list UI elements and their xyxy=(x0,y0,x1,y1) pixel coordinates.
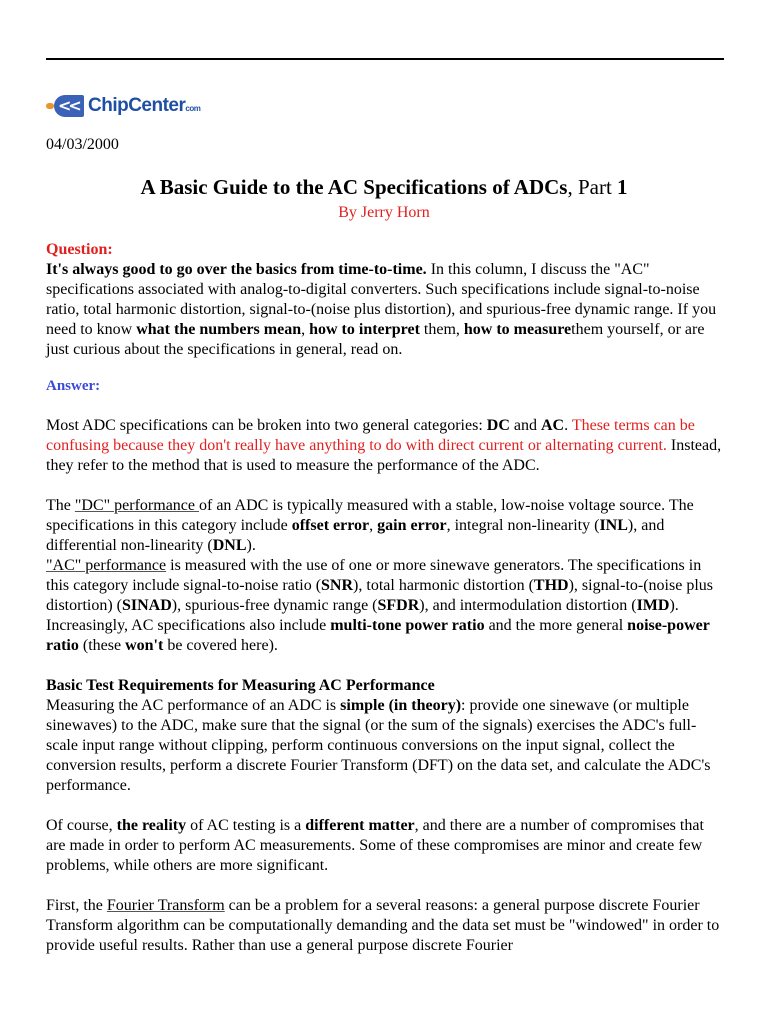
section-heading: Basic Test Requirements for Measuring AC Performance xyxy=(46,677,435,694)
question-label: Question: xyxy=(46,241,113,258)
paragraph-fourier: First, the Fourier Transform can be a problem for a several reasons: a general purpose discrete Fourier Transform algorithm can be computationally demanding and the data set must be "windowed" in order to provide useful results. Rather than use a general purpose discrete Fourier xyxy=(46,897,720,954)
title-block xyxy=(0,175,768,224)
chipcenter-logo[interactable] xyxy=(46,92,200,122)
fourier-transform-link[interactable]: Fourier Transform xyxy=(106,897,225,914)
article-title: A Basic Guide to the AC Specifications of ADCs, Part 1 xyxy=(140,175,628,199)
article-author: By Jerry Horn xyxy=(338,204,430,221)
article-date: 04/03/2000 xyxy=(46,136,119,153)
ac-performance-link[interactable]: "AC" performance xyxy=(46,557,167,574)
paragraph-multitone: Increasingly, AC specifications also include multi-tone power ratio and the more general noise-power ratio (these won't be covered here). xyxy=(46,617,710,654)
top-horizontal-rule xyxy=(46,58,724,60)
logo-text: ChipCentercom xyxy=(88,94,201,116)
paragraph-dc-performance: The "DC" performance of an ADC is typically measured with a stable, low-noise voltage source. The specifications in this category include offset error, gain error, integral non-linearity (INL), and differential non-linearity (DNL). xyxy=(46,497,694,554)
question-paragraph: It's always good to go over the basics from time-to-time. In this column, I discuss the "AC" specifications associated with analog-to-digital converters. Such specifications include signal-to-noise ratio, total harmonic distortion, signal-to-(noise plus distortion), and spurious-free dynamic range. If you need to know what the numbers mean, how to interpret them, how to measurethem yourself, or are just curious about the specifications in general, read on. xyxy=(46,261,717,358)
paragraph-ac-performance: "AC" performance is measured with the use of one or more sinewave generators. The specifications in this category include signal-to-noise ratio (SNR), total harmonic distortion (THD), signal-to-(noise plus distortion) (SINAD), spurious-free dynamic range (SFDR), and intermodulation distortion (IMD). xyxy=(46,557,713,614)
paragraph-test-requirements: Measuring the AC performance of an ADC is simple (in theory): provide one sinewave (or multiple sinewaves) to the ADC, make sure that the signal (or the sum of the signals) exercises the ADC's full-scale input range without clipping, perform continuous conversions on the input signal, collect the conversion results, perform a discrete Fourier Transform (DFT) on the data set, and calculate the ADC's performance. xyxy=(46,697,711,794)
dc-performance-link[interactable]: "DC" performance xyxy=(74,497,199,514)
paragraph-reality: Of course, the reality of AC testing is a different matter, and there are a number of compromises that are made in order to perform AC measurements. Some of these compromises are minor and create few problems, while others are more significant. xyxy=(46,817,704,874)
article-body xyxy=(46,240,726,956)
chipcenter-logo-icon: << xyxy=(46,92,86,122)
paragraph-dc-ac: Most ADC specifications can be broken into two general categories: DC and AC. These terms can be confusing because they don't really have anything to do with direct current or alternating current. Instead, they refer to the method that is used to measure the performance of the ADC. xyxy=(46,417,722,474)
answer-label: Answer: xyxy=(46,378,101,394)
